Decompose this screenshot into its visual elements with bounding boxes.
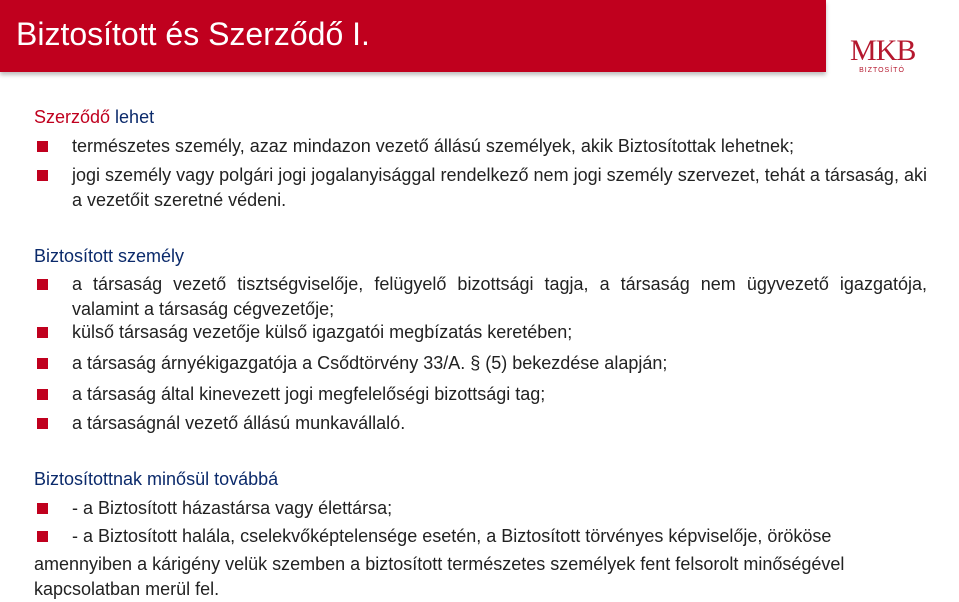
section-heading-biztositott: Biztosított személy (34, 246, 185, 266)
list-item: jogi személy vagy polgári jogi jogalanyisággal rendelkező nem jogi személy szervezet, tehát a társaság, aki a vezetőit szeretné védeni. (72, 165, 927, 210)
list-item: - a Biztosított házastársa vagy élettársa; (72, 498, 393, 518)
section-heading-tovabba: Biztosítottnak minősül továbbá (34, 469, 279, 489)
bullet-square-icon (37, 358, 48, 369)
logo-mark: MKB (850, 34, 916, 67)
bullet-square-icon (37, 389, 48, 400)
list-item: a társaság által kinevezett jogi megfelelőségi bizottsági tag; (72, 384, 546, 404)
section-heading-szerzodo (34, 106, 154, 128)
list-item: - a Biztosított halála, cselekvőképtelensége esetén, a Biztosított törvényes képviselője, örököse (72, 526, 832, 546)
list-item: természetes személy, azaz mindazon vezető állású személyek, akik Biztosítottak lehetnek; (72, 136, 794, 156)
list-item: a társaság árnyékigazgatója a Csődtörvény 33/A. § (5) bekezdése alapján; (72, 353, 668, 373)
bullet-square-icon (37, 279, 48, 290)
heading-keyword: Szerződő (34, 107, 111, 127)
bullet-square-icon (37, 327, 48, 338)
bullet-square-icon (37, 170, 48, 181)
bullet-square-icon (37, 418, 48, 429)
continuation-paragraph: amennyiben a kárigény velük szemben a biztosított természetes személyek fent felsorolt minőségével kapcsolatban merül fel. (34, 554, 845, 599)
heading-rest: lehet (110, 107, 155, 127)
list-item: a társaságnál vezető állású munkavállaló. (72, 413, 406, 433)
logo-subtext: BIZTOSÍTÓ (859, 67, 905, 74)
list-item: külső társaság vezetője külső igazgatói megbízatás keretében; (72, 322, 573, 342)
list-item: a társaság vezető tisztségviselője, felügyelő bizottsági tagja, a társaság nem ügyvezető igazgatója, valamint a társaság cégvezetője; (72, 274, 927, 319)
bullet-square-icon (37, 141, 48, 152)
bullet-square-icon (37, 531, 48, 542)
bullet-square-icon (37, 503, 48, 514)
slide-title: Biztosított és Szerződő I. (16, 16, 370, 52)
